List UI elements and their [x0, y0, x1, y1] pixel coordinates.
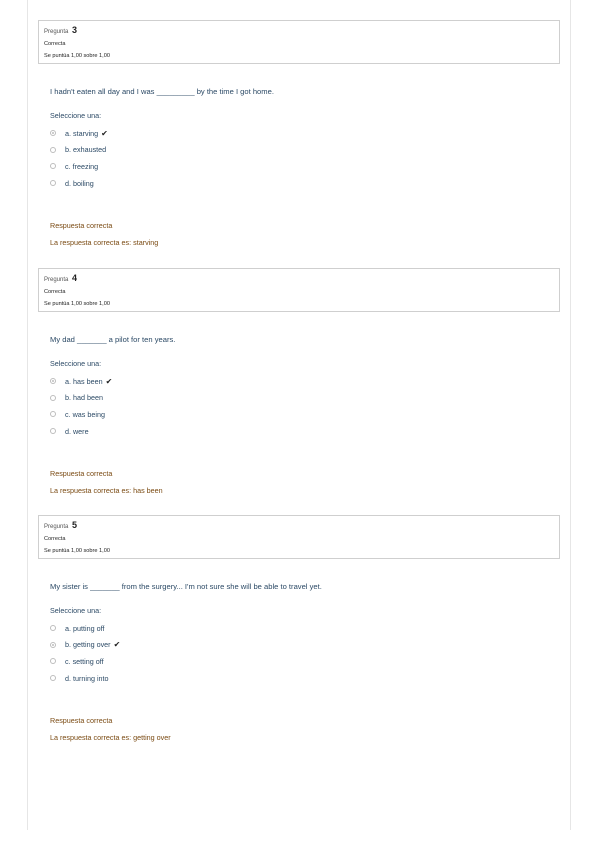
feedback [50, 469, 560, 496]
option-label: a. starving [65, 128, 99, 138]
radio-button[interactable] [50, 411, 56, 417]
question-label: Pregunta [44, 29, 69, 35]
option-label: d. turning into [65, 673, 109, 683]
answer-option-c[interactable] [50, 653, 560, 670]
question-text: My dad _______ a pilot for ten years. [50, 335, 176, 344]
question-label: Pregunta [44, 277, 69, 283]
option-label: d. boiling [65, 178, 94, 188]
option-label: c. freezing [65, 161, 99, 171]
feedback-title: Respuesta correcta [50, 469, 113, 479]
page-border-left [27, 0, 28, 830]
question-state: Correcta [44, 289, 66, 295]
answer-option-b[interactable] [50, 637, 560, 654]
answer-option-d[interactable] [50, 670, 560, 687]
radio-button[interactable] [50, 675, 56, 681]
question-info [38, 268, 560, 312]
option-label: b. had been [65, 393, 103, 403]
question-text: I hadn't eaten all day and I was _________ by the time I got home. [50, 87, 274, 96]
question-content [38, 335, 560, 496]
answer-option-a[interactable] [50, 373, 560, 390]
question-info [38, 515, 560, 559]
checkmark-icon: ✔ [113, 640, 121, 650]
question-grade: Se puntúa 1,00 sobre 1,00 [44, 301, 110, 307]
answer-prompt: Seleccione una: [50, 606, 102, 615]
question-state: Correcta [44, 536, 66, 542]
option-label: c. setting off [65, 656, 104, 666]
question-state: Correcta [44, 41, 66, 47]
option-label: a. putting off [65, 623, 105, 633]
answer-option-c[interactable] [50, 406, 560, 423]
radio-button[interactable] [50, 147, 56, 153]
radio-button[interactable] [50, 130, 56, 136]
option-label: b. exhausted [65, 145, 107, 155]
radio-button[interactable] [50, 642, 56, 648]
answer-option-b[interactable] [50, 142, 560, 159]
right-answer: La respuesta correcta es: getting over [50, 733, 171, 743]
question-number: 5 [72, 520, 78, 530]
answer-prompt: Seleccione una: [50, 359, 102, 368]
question-5 [38, 515, 560, 743]
option-label: d. were [65, 426, 89, 436]
answer-options [50, 373, 560, 439]
radio-button[interactable] [50, 428, 56, 434]
checkmark-icon: ✔ [101, 128, 108, 138]
option-label: c. was being [65, 409, 105, 419]
answer-option-a[interactable] [50, 125, 560, 142]
question-content [38, 87, 560, 248]
radio-button[interactable] [50, 658, 56, 664]
checkmark-icon: ✔ [105, 376, 113, 386]
question-text: My sister is _______ from the surgery... I'm not sure she will be able to travel yet. [50, 582, 322, 591]
radio-button[interactable] [50, 163, 56, 169]
answer-option-c[interactable] [50, 158, 560, 175]
right-answer: La respuesta correcta es: starving [50, 238, 159, 248]
answer-option-a[interactable] [50, 620, 560, 637]
answer-options [50, 125, 560, 191]
question-number: 4 [72, 273, 78, 283]
question-grade: Se puntúa 1,00 sobre 1,00 [44, 53, 110, 59]
feedback-title: Respuesta correcta [50, 221, 113, 231]
radio-button[interactable] [50, 625, 56, 631]
feedback [50, 221, 560, 248]
question-3 [38, 20, 560, 248]
question-label: Pregunta [44, 524, 69, 530]
right-answer: La respuesta correcta es: has been [50, 486, 163, 496]
option-label: b. getting over [65, 640, 111, 650]
answer-prompt: Seleccione una: [50, 111, 102, 120]
answer-option-d[interactable] [50, 175, 560, 192]
radio-button[interactable] [50, 180, 56, 186]
question-content [38, 582, 560, 743]
feedback-title: Respuesta correcta [50, 716, 113, 726]
feedback [50, 716, 560, 743]
question-info [38, 20, 560, 64]
question-4 [38, 268, 560, 496]
answer-option-b[interactable] [50, 390, 560, 407]
radio-button[interactable] [50, 395, 56, 401]
page-border-right [570, 0, 571, 830]
question-grade: Se puntúa 1,00 sobre 1,00 [44, 548, 110, 554]
answer-options [50, 620, 560, 686]
option-label: a. has been [65, 376, 103, 386]
question-number: 3 [72, 25, 78, 35]
radio-button[interactable] [50, 378, 56, 384]
answer-option-d[interactable] [50, 423, 560, 440]
